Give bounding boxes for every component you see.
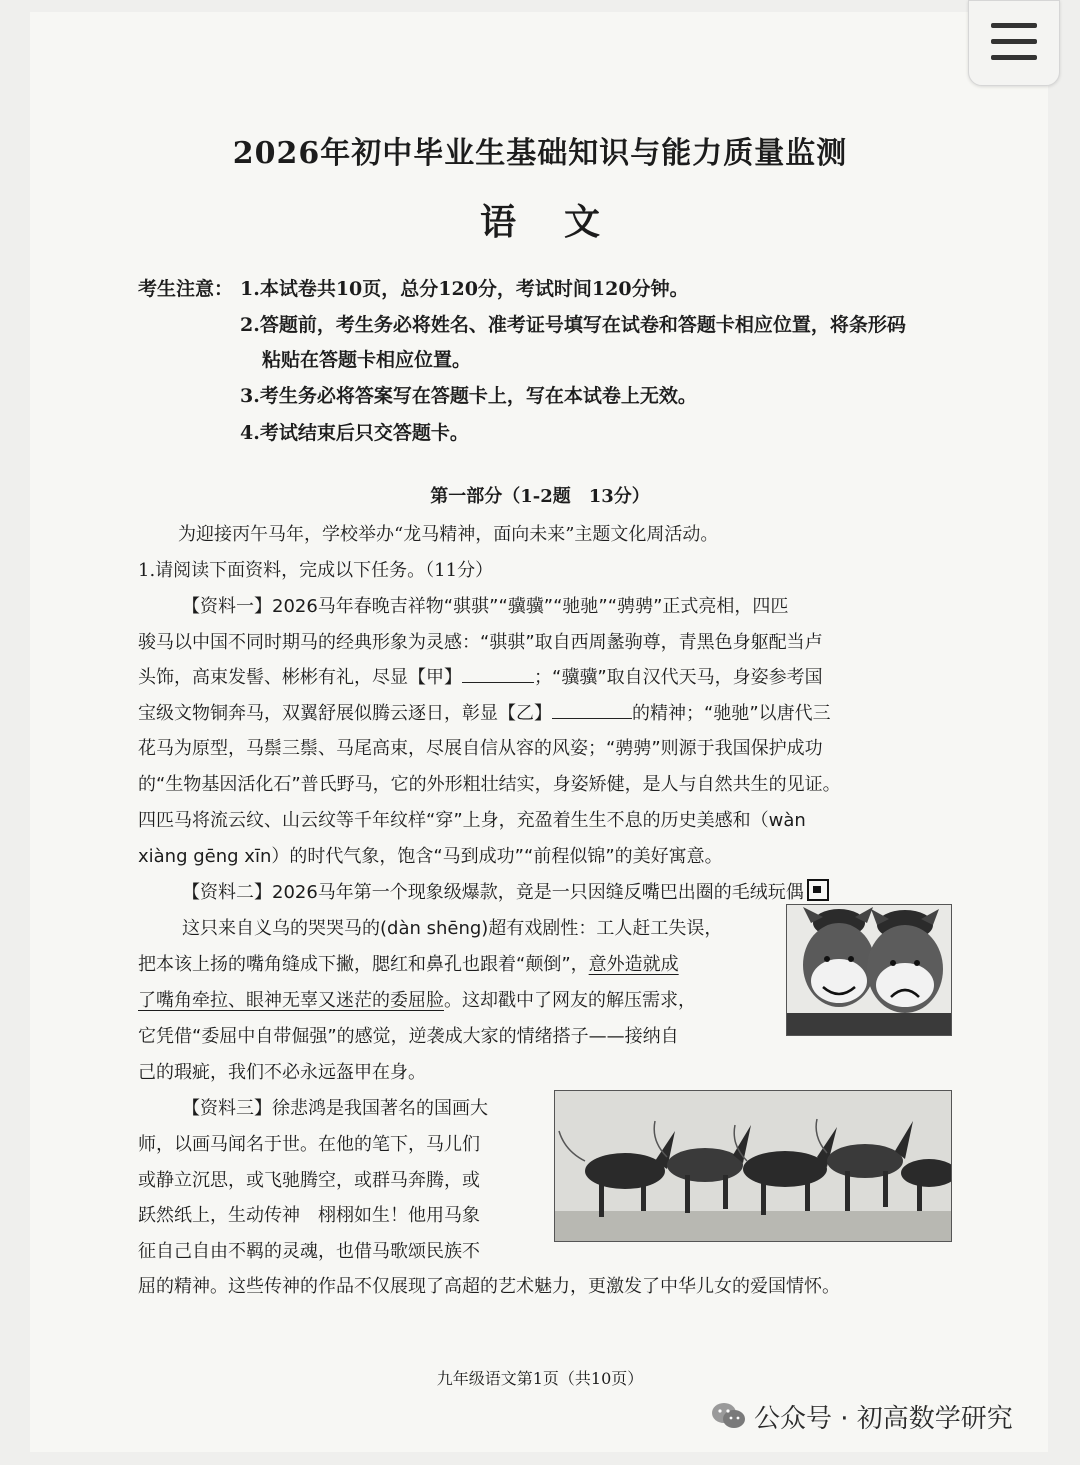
notice-item: 粘贴在答题卡相应位置。 — [262, 349, 472, 371]
notice-label: 考生注意： — [138, 278, 234, 300]
material3-line: 屈的精神。这些传神的作品不仅展现了高超的艺术魅力，更激发了中华儿女的爱国情怀。 — [138, 1276, 840, 1297]
notice-item: 2.答题前，考生务必将姓名、准考证号填写在试卷和答题卡相应位置，将条形码 — [240, 314, 906, 336]
blank-jia — [462, 666, 534, 683]
material1-line: xiàng gēng xīn）的时代气象，饱含“马到成功”“前程似锦”的美好寓意。 — [138, 846, 723, 867]
watermark-text: 公众号 · 初高数学研究 — [754, 1404, 1013, 1434]
material2-text: 把本该上扬的嘴角缝成下撇，腮红和鼻孔也跟着“颠倒”， — [138, 954, 589, 975]
material2-line — [182, 878, 829, 904]
material1-text: 的精神；“驰驰”以唐代三 — [632, 703, 831, 724]
notice-item: 4.考试结束后只交答题卡。 — [240, 422, 469, 444]
material2-line: 己的瑕疵，我们不必永远盔甲在身。 — [138, 1062, 426, 1083]
hamburger-icon — [991, 39, 1037, 44]
material1-text: 头饰，高束发髻、彬彬有礼，尽显【甲】 — [138, 667, 462, 688]
material3-line: 或静立沉思，或飞驰腾空，或群马奔腾，或 — [138, 1170, 480, 1191]
material1-line: 【资料一】2026马年春晚吉祥物“骐骐”“骥骥”“驰驰”“骋骋”正式亮相，四匹 — [182, 596, 789, 617]
material2-line: 它凭借“委屈中自带倔强”的感觉，逆袭成大家的情绪搭子——接纳自 — [138, 1026, 679, 1047]
wechat-icon — [710, 1401, 746, 1438]
watermark — [710, 1398, 1013, 1438]
qr-icon — [807, 879, 829, 901]
underlined-text: 意外造就成 — [588, 954, 679, 975]
material1-line — [138, 699, 831, 725]
blank-yi — [552, 702, 632, 719]
material3-line: 师，以画马闻名于世。在他的笔下，马儿们 — [138, 1134, 480, 1155]
material1-text: 宝级文物铜奔马，双翼舒展似腾云逐日，彰显【乙】 — [138, 703, 552, 724]
hamburger-icon — [991, 23, 1037, 28]
material2-line: 这只来自义乌的哭哭马的(dàn shēng)超有戏剧性：工人赶工失误， — [182, 918, 723, 939]
material3-line: 征自己自由不羁的灵魂，也借马歌颂民族不 — [138, 1241, 480, 1262]
exam-subject: 语文 — [479, 201, 648, 243]
material1-line: 四匹马将流云纹、山云纹等千年纹样“穿”上身，充盈着生生不息的历史美感和（wàn — [138, 810, 806, 831]
material1-line: 花马为原型，马鬃三鬃、马尾高束，尽展自信从容的风姿；“骋骋”则源于我国保护成功 — [138, 738, 823, 759]
exam-title: 2026年初中毕业生基础知识与能力质量监测 — [232, 136, 848, 171]
notice-item: 3.考生务必将答案写在答题卡上，写在本试卷上无效。 — [240, 385, 697, 407]
material1-text: ；“骥骥”取自汉代天马，身姿参考国 — [534, 667, 823, 688]
material1-line: 骏马以中国不同时期马的经典形象为灵感：“骐骐”取自西周盠驹尊，青黑色身躯配当卢 — [138, 632, 823, 653]
material2-line — [138, 950, 679, 976]
menu-button[interactable] — [968, 0, 1060, 86]
intro-text: 为迎接丙午马年，学校举办“龙马精神，面向未来”主题文化周活动。 — [178, 524, 719, 545]
material2-text: 。这却戳中了网友的解压需求， — [444, 990, 696, 1011]
plush-horse-image — [786, 904, 952, 1036]
material1-line: 的“生物基因活化石”普氏野马，它的外形粗壮结实，身姿矫健，是人与自然共生的见证。 — [138, 774, 841, 795]
underlined-text: 了嘴角牵拉、眼神无辜又迷茫的委屈脸 — [138, 990, 444, 1011]
question-1: 1.请阅读下面资料，完成以下任务。（11分） — [138, 560, 494, 581]
hamburger-icon — [991, 55, 1037, 60]
material3-line: 跃然纸上，生动传神 栩栩如生！他用马象 — [138, 1205, 480, 1226]
section-title: 第一部分（1-2题 13分） — [430, 486, 650, 507]
horse-painting-image — [554, 1090, 952, 1242]
material2-text: 【资料二】2026马年第一个现象级爆款，竟是一只因缝反嘴巴出圈的毛绒玩偶 — [182, 882, 804, 903]
material1-line — [138, 663, 823, 689]
notice-item: 1.本试卷共10页，总分120分，考试时间120分钟。 — [240, 278, 689, 300]
page-footer: 九年级语文第1页（共10页） — [436, 1369, 644, 1388]
material3-line: 【资料三】徐悲鸿是我国著名的国画大 — [182, 1098, 488, 1119]
material2-line — [138, 986, 696, 1012]
